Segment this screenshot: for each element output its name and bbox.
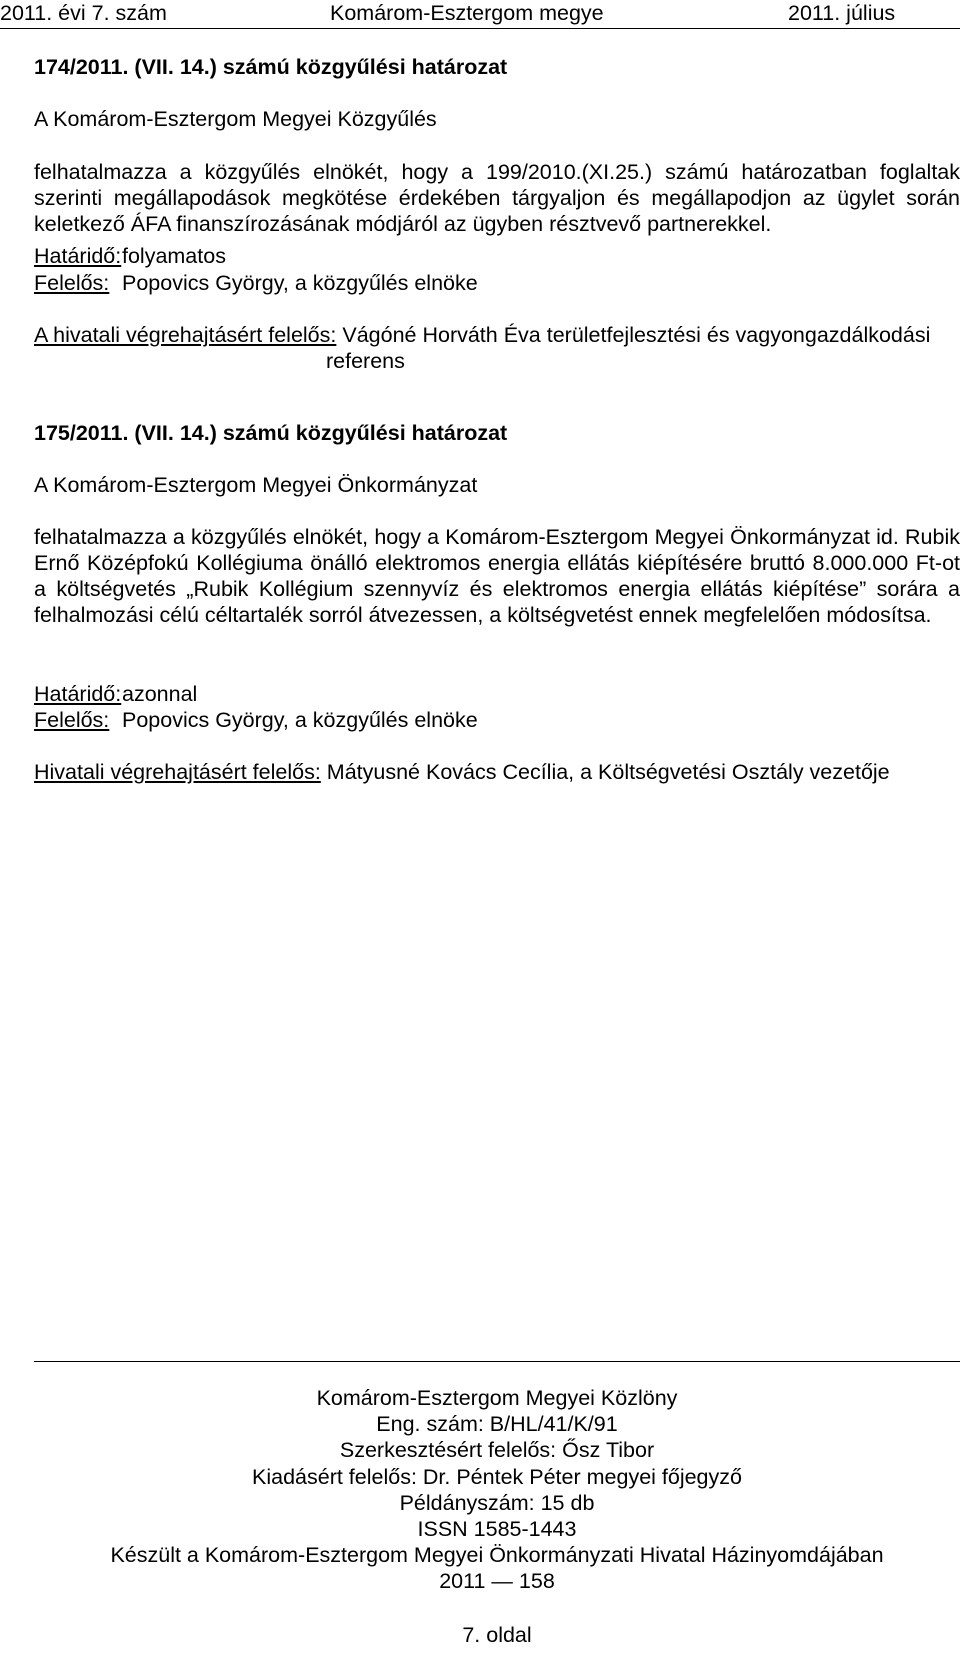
resolution-174-body: A Komárom-Esztergom Megyei Közgyűlés <box>34 107 437 131</box>
office-label: A hivatali végrehajtásért felelős: <box>34 323 337 347</box>
colophon-publisher: Kiadásért felelős: Dr. Péntek Péter megyei főjegyző <box>252 1464 742 1489</box>
resolution-175-text: felhatalmazza a közgyűlés elnökét, hogy a Komárom-Esztergom Megyei Önkormányzat id. Rubik Ernő Középfokú Kollégiuma önálló elektromos energia ellátás kiépítésére bruttó 8.000.000 Ft-ot a költségvetés „Rubik Kollégium szennyvíz és elektromos energia ellátás kiépítése” sorára a felhalmozási célú céltartalék sorról átvezessen, a költségvetést ennek megfelelően módosítsa. <box>34 525 960 627</box>
colophon <box>34 1385 960 1595</box>
page-number: 7. oldal <box>462 1623 532 1647</box>
deadline-value: folyamatos <box>121 244 226 268</box>
running-header <box>0 0 960 26</box>
resolution-175-title: 175/2011. (VII. 14.) számú közgyűlési határozat <box>34 421 508 445</box>
resolution-175-responsible <box>34 707 478 733</box>
responsible-value: Popovics György, a közgyűlés elnöke <box>121 271 478 295</box>
resolution-175-deadline <box>34 681 197 707</box>
responsible-label: Felelős: <box>34 708 110 732</box>
responsible-label: Felelős: <box>34 271 110 295</box>
colophon-code: 2011 — 158 <box>439 1569 555 1594</box>
deadline-value: azonnal <box>121 682 198 706</box>
resolution-174-responsible <box>34 270 478 296</box>
deadline-label: Határidő: <box>34 244 122 268</box>
resolution-174-deadline <box>34 243 226 269</box>
resolution-175-office <box>34 759 890 785</box>
office-value-continued: referens <box>326 349 405 373</box>
footer-rule <box>34 1361 960 1362</box>
colophon-printer: Készült a Komárom-Esztergom Megyei Önkormányzati Hivatal Házinyomdájában <box>110 1543 884 1568</box>
colophon-reg-no: Eng. szám: B/HL/41/K/91 <box>376 1412 618 1437</box>
header-county: Komárom-Esztergom megye <box>330 1 604 25</box>
resolution-174-office <box>34 322 930 348</box>
header-rule <box>0 28 960 29</box>
deadline-label: Határidő: <box>34 682 122 706</box>
header-date: 2011. július <box>788 1 896 25</box>
colophon-issn: ISSN 1585-1443 <box>417 1517 577 1542</box>
resolution-175-body: A Komárom-Esztergom Megyei Önkormányzat <box>34 473 478 497</box>
colophon-editor: Szerkesztésért felelős: Ősz Tibor <box>339 1438 655 1463</box>
office-value: Mátyusné Kovács Cecília, a Költségvetési Osztály vezetője <box>326 760 890 784</box>
resolution-174-title: 174/2011. (VII. 14.) számú közgyűlési határozat <box>34 55 508 79</box>
responsible-value: Popovics György, a közgyűlés elnöke <box>121 708 478 732</box>
colophon-publication: Komárom-Esztergom Megyei Közlöny <box>316 1386 678 1410</box>
office-label: Hivatali végrehajtásért felelős: <box>34 760 321 784</box>
header-issue: 2011. évi 7. szám <box>0 1 167 25</box>
resolution-174-text: felhatalmazza a közgyűlés elnökét, hogy a 199/2010.(XI.25.) számú határozatban foglaltak szerinti megállapodások megkötése érdekében tárgyaljon és megállapodjon az ügylet során keletkező ÁFA finanszírozásának módjáról az ügyben résztvevő partnerekkel. <box>34 160 960 236</box>
colophon-copies: Példányszám: 15 db <box>399 1490 595 1515</box>
office-value: Vágóné Horváth Éva területfejlesztési és vagyongazdálkodási <box>342 323 931 347</box>
